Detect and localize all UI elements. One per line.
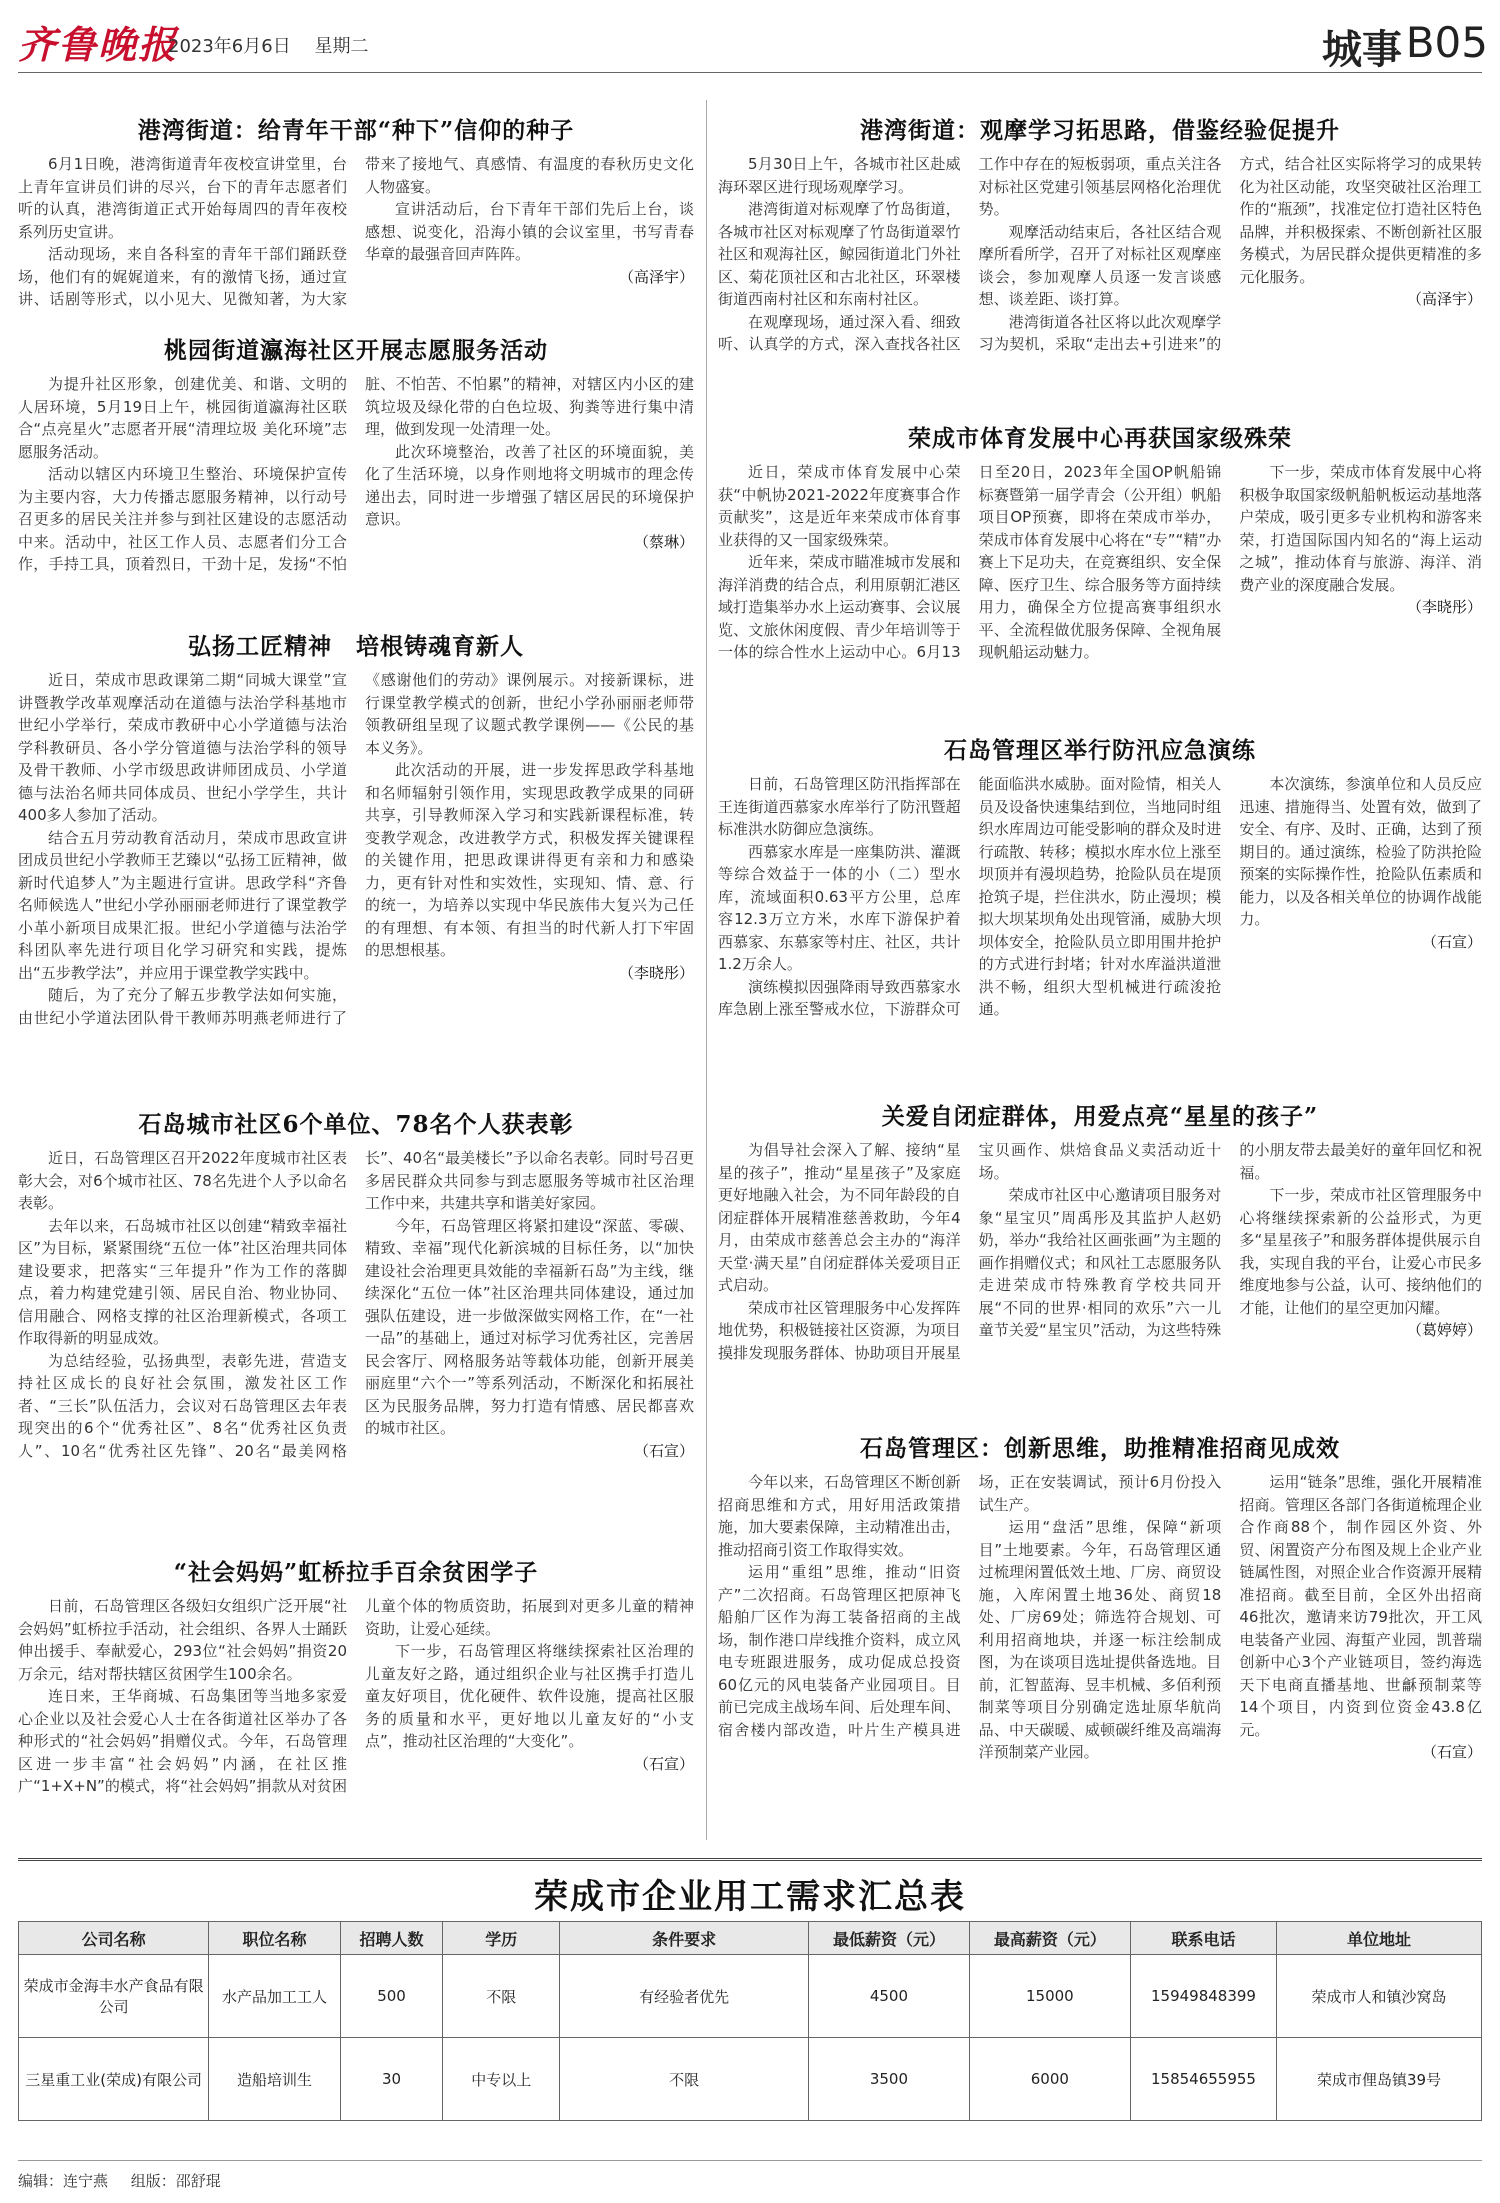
- article-paragraph: 此次活动的开展，进一步发挥思政学科基地和名师辐射引领作用，实现思政教学成果的同研共享，引导教师深入学习和实践新课程标准，转变教学观念，改进教学方式，积极发挥关键课程的关键作用，把思政课讲得更有亲和力和感染力，更有针对性和实效性，实现知、情、意、行的统一，为培养以实现中华民族伟大复兴为己任的有理想、有本领、有担当的时代新人打下牢固的思想根基。: [365, 761, 694, 959]
- article-paragraph: 随后，为了充分了解五步教学法如何实施，由世纪小学道法团队骨干教师苏明燕老师进行了《感谢他们的劳动》课例展示。对接新课标，进行课堂教学模式的创新，世纪小学孙丽丽老师带领教研组呈现了议题式教学课例——《公民的基本义务》。: [18, 671, 694, 1027]
- page-number: B05: [1405, 18, 1488, 67]
- article-paragraph: 荣成市社区中心邀请项目服务对象“星宝贝”周禹彤及其监护人赵奶奶，举办“我给社区画张画”为主题的画作捐赠仪式；和风社工志愿服务队走进荣成市特殊教育学校共同开展“不同的世界·相同的欢乐”六一儿童节关爱“星宝贝”活动，为这些特殊的小朋友带去最美好的童年回忆和祝福。: [978, 1141, 1482, 1339]
- article-paragraph: 为倡导社会深入了解、接纳“星星的孩子”，推动“星星孩子”及家庭更好地融入社会，为不同年龄段的自闭症群体开展精准慈善救助，今年4月，由荣成市慈善总会主办的“海洋天堂·满天星”自闭症群体关爱项目正式启动。: [718, 1141, 961, 1294]
- article-paragraph: 连日来，王华商城、石岛集团等当地多家爱心企业以及社会爱心人士在各街道社区举办了各种形式的“社会妈妈”捐赠仪式。今年，石岛管理区进一步丰富“社会妈妈”内涵，在社区推广“1+X+N”的模式，将“社会妈妈”捐款从对贫困儿童个体的物质资助，拓展到对更多儿童的精神资助，让爱心延续。: [18, 1597, 694, 1795]
- article-body: [18, 1147, 694, 1462]
- article-paragraph: 西慕家水库是一座集防洪、灌溉等综合效益于一体的小（二）型水库，流域面积0.63平方公里，总库容12.3万立方米，水库下游保护着西慕家、东慕家等村庄、社区，共计1.2万余人。: [718, 842, 961, 973]
- article-author: （石宣）: [1421, 932, 1482, 951]
- cell-phone: 15854655955: [1130, 2038, 1276, 2121]
- cell-count: 30: [340, 2038, 442, 2121]
- masthead: [0, 0, 1500, 84]
- cell-address: 荣成市俚岛镇39号: [1277, 2038, 1482, 2121]
- article-paragraph: 荣成市社区管理服务中心发挥阵地优势，积极链接社区资源，为项目摸排发现服务群体、协助项目开展星宝贝画作、烘焙食品义卖活动近十场。: [718, 1141, 1222, 1362]
- article-paragraph: 港湾街道各社区将以此次观摩学习为契机，采取“走出去+引进来”的方式，结合社区实际将学习的成果转化为社区动能，攻坚突破社区治理工作的“瓶颈”，找准定位打造社区特色品牌，并积极探索、不断创新社区服务模式，为居民群众提供更精准的多元化服务。: [978, 155, 1482, 353]
- article-author: （石宣）: [1421, 1743, 1482, 1761]
- article-author: （李晓彤）: [1406, 598, 1482, 616]
- article-author: （葛婷婷）: [1406, 1321, 1482, 1339]
- article-paragraph: 活动以辖区内环境卫生整治、环境保护宣传为主要内容，大力传播志愿服务精神，以行动号召更多的居民关注并参与到社区建设的志愿活动中来。活动中，社区工作人员、志愿者们分工合作，手持工具，顶着烈日，干劲十足，发扬“不怕脏、不怕苦、不怕累”的精神，对辖区内小区的建筑垃圾及绿化带的白色垃圾、狗粪等进行集中清理，做到发现一处清理一处。: [18, 375, 694, 573]
- article-paragraph: 演练模拟因强降雨导致西慕家水库急剧上涨至警戒水位，下游群众可能面临洪水威胁。面对险情，相关人员及设备快速集结到位，当地同时组织水库周边可能受影响的群众及时进行疏散、转移；模拟水库水位上涨至坝顶并有漫坝趋势，抢险队员在堤顶抢筑子堤，拦住洪水，防止漫坝；模拟大坝某坝角处出现管涌，威胁大坝坝体安全，抢险队员立即用围井抢护的方式进行封堵；针对水库溢洪道泄洪不畅，组织大型机械进行疏浚抢通。: [718, 775, 1222, 1018]
- cell-min-salary: 3500: [808, 2038, 969, 2121]
- article-paragraph: 6月1日晚，港湾街道青年夜校宣讲堂里，台上青年宣讲员们讲的尽兴，台下的青年志愿者们听的认真，港湾街道正式开始每周四的青年夜校系列历史宣讲。: [18, 155, 347, 241]
- cell-position: 水产品加工工人: [209, 1955, 341, 2038]
- article-paragraph: 活动现场，来自各科室的青年干部们踊跃登场，他们有的娓娓道来，有的激情飞扬，通过宣讲、话剧等形式，以小见大、见微知著，为大家带来了接地气、真感情、有温度的春秋历史文化人物盛宴。: [18, 155, 694, 308]
- article-paragraph: 今年，石岛管理区将紧扣建设“深蓝、零碳、精致、幸福”现代化新滨城的目标任务，以“加快建设社会治理更具效能的幸福新石岛”为主线，继续深化“五位一体”社区治理共同体建设，通过加强队伍建设，进一步做深做实网格工作，在“一社一品”的基础上，通过对标学习优秀社区，完善居民会客厅、网格服务站等载体功能，创新开展美丽庭里“六个一”等系列活动，不断深化和拓展社区为民服务品牌，努力打造有情感、居民都喜欢的城市社区。: [365, 1216, 694, 1437]
- footer-rule: [18, 2160, 1482, 2161]
- article-author: （高泽宇）: [1406, 290, 1482, 308]
- article-author: （高泽宇）: [618, 267, 694, 286]
- jobs-table-section: [18, 1858, 1482, 2121]
- footer: [18, 2170, 239, 2191]
- cell-max-salary: 6000: [969, 2038, 1130, 2121]
- article-paragraph: 在观摩现场，通过深入看、细致听、认真学的方式，深入查找各社区工作中存在的短板弱项，重点关注各对标社区党建引领基层网格化治理优势。: [718, 155, 1222, 353]
- header-requirements: 条件要求: [560, 1922, 809, 1955]
- article-paragraph: 下一步，荣成市体育发展中心将积极争取国家级帆船帆板运动基地落户荣成，吸引更多专业机构和游客来荣，打造国际国内知名的“海上运动之城”，推动体育与旅游、海洋、消费产业的深度融合发展。: [1239, 463, 1482, 594]
- cell-count: 500: [340, 1955, 442, 2038]
- article-title: 石岛城市社区6个单位、78名个人获表彰: [138, 1111, 574, 1138]
- table-header-row: [19, 1922, 1482, 1955]
- article-body: [718, 1471, 1482, 1764]
- cell-phone: 15949848399: [1130, 1955, 1276, 2038]
- article-body: [18, 153, 694, 311]
- table-row: [19, 2038, 1482, 2121]
- article-paragraph: 近日，荣成市体育发展中心荣获“中帆协2021-2022年度赛事合作贡献奖”，这是近年来荣成市体育事业获得的又一国家级殊荣。: [718, 463, 961, 549]
- article-author: （李晓彤）: [618, 963, 694, 982]
- dateline: [168, 32, 386, 58]
- article-title: 关爱自闭症群体，用爱点亮“星星的孩子”: [881, 1103, 1319, 1130]
- header-max-salary: 最高薪资（元）: [969, 1922, 1130, 1955]
- article-paragraph: 5月30日上午，各城市社区赴威海环翠区进行现场观摩学习。: [718, 155, 961, 196]
- article-a3: [18, 628, 694, 1090]
- article-paragraph: 此次环境整治，改善了社区的环境面貌，美化了生活环境，以身作则地将文明城市的理念传递出去，同时进一步增强了辖区居民的环境保护意识。: [365, 442, 694, 528]
- article-paragraph: 去年以来，石岛城市社区以创建“精致幸福社区”为目标，紧紧围绕“五位一体”社区治理共同体建设要求，把落实“三年提升”作为工作的落脚点，着力构建党建引领、居民自治、物业协同、信用融合、网格支撑的社区治理新模式，各项工作取得新的明显成效。: [18, 1216, 347, 1347]
- article-paragraph: 运用“链条”思维，强化开展精准招商。管理区各部门各街道梳理企业合作商88个，制作园区外资、外贸、闲置资产分布图及规上企业产业链属性图，对照企业合作资源开展精准招商。截至目前，全区外出招商46批次，邀请来访79批次，开工风电装备产业园、海蜇产业园，凯普瑞创新中心3个产业链项目，签约海选天下电商直播基地、世龢预制菜等14个项目，内资到位资金43.8亿元。: [1239, 1473, 1482, 1739]
- cell-company: 荣成市金海丰水产食品有限公司: [19, 1955, 209, 2038]
- cell-requirements: 有经验者优先: [560, 1955, 809, 2038]
- article-author: （石宣）: [633, 1441, 694, 1460]
- issue-date: 2023年6月6日: [168, 36, 291, 57]
- article-a5: [18, 1554, 694, 1844]
- article-body: [718, 773, 1482, 1021]
- article-paragraph: 本次演练，参演单位和人员反应迅速、措施得当、处置有效，做到了安全、有序、及时、正确，达到了预期目的。通过演练，检验了防洪抢险预案的实际操作性，抢险队伍素质和能力，以及各相关单位的协调作战能力。: [1239, 775, 1482, 928]
- article-paragraph: 下一步，荣成市社区管理服务中心将继续探索新的公益形式，为更多“星星孩子”和服务群体提供展示自我，实现自我的平台，让爱心市民多维度地参与公益，认可、接纳他们的才能，让他们的星空更加闪耀。: [1239, 1186, 1482, 1317]
- cell-company: 三星重工业(荣成)有限公司: [19, 2038, 209, 2121]
- article-title: 港湾街道：观摩学习拓思路，借鉴经验促提升: [860, 117, 1340, 144]
- header-phone: 联系电话: [1130, 1922, 1276, 1955]
- article-b3: [718, 732, 1482, 1072]
- cell-position: 造船培训生: [209, 2038, 341, 2121]
- article-title: “社会妈妈”虹桥拉手百余贫困学子: [173, 1559, 539, 1586]
- cell-education: 中专以上: [443, 2038, 560, 2121]
- article-paragraph: 近日，荣成市思政课第二期“同城大课堂”宣讲暨教学改革观摩活动在道德与法治学科基地市世纪小学举行，荣成市教研中心小学道德与法治学科教研员、各小学分管道德与法治学科的领导及骨干教师、小学市级思政讲师团成员、小学道德与法治名师共同体成员、世纪小学学生，共计400多人参加了活动。: [18, 671, 347, 824]
- article-b1: [718, 112, 1482, 410]
- article-b2: [718, 420, 1482, 720]
- article-paragraph: 结合五月劳动教育活动月，荣成市思政宣讲团成员世纪小学教师王艺臻以“弘扬工匠精神，做新时代追梦人”为主题进行宣讲。思政学科“齐鲁名师候选人”世纪小学孙丽丽老师进行了课堂教学小革小新项目成果汇报。世纪小学道德与法治学科团队率先进行项目化学习研究和实践，提炼出“五步教学法”，并应用于课堂教学实践中。: [18, 828, 347, 982]
- article-paragraph: 港湾街道对标观摩了竹岛街道，各城市社区对标观摩了竹岛街道翠竹社区和观海社区，鲸园街道北门外社区、菊花顶社区和古北社区，环翠楼街道西南村社区和东南村社区。: [718, 200, 961, 308]
- article-a2: [18, 332, 694, 612]
- newspaper-logo: 齐鲁晚报: [18, 22, 179, 67]
- header-position: 职位名称: [209, 1922, 341, 1955]
- column-divider: [706, 100, 707, 1840]
- article-body: [18, 373, 694, 576]
- article-paragraph: 日前，石岛管理区防汛指挥部在王连街道西慕家水库举行了防汛暨超标准洪水防御应急演练。: [718, 775, 961, 838]
- article-title: 荣成市体育发展中心再获国家级殊荣: [908, 425, 1292, 452]
- table-row: [19, 1955, 1482, 2038]
- article-paragraph: 宣讲活动后，台下青年干部们先后上台，谈感想、说变化，沿海小镇的会议室里，书写青春华章的最强音回声阵阵。: [365, 200, 694, 263]
- article-author: （石宣）: [633, 1754, 694, 1773]
- footer-editor: 编辑：连宁燕: [18, 2172, 109, 2190]
- article-paragraph: 今年以来，石岛管理区不断创新招商思维和方式，用好用活政策措施，加大要素保障，主动精准出击，推动招商引资工作取得实效。: [718, 1473, 961, 1559]
- cell-max-salary: 15000: [969, 1955, 1130, 2038]
- article-paragraph: 运用“重组”思维，推动“旧资产”二次招商。石岛管理区把原神飞船舶厂区作为海工装备招商的主战场，制作港口岸线推介资料，成立风电专班跟进服务，成功促成总投资60亿元的风电装备产业园项目。目前已完成主战场车间、后处理车间、宿舍楼内部改造，叶片生产模具进场，正在安装调试，预计6月份投入试生产。: [718, 1473, 1222, 1739]
- header-company: 公司名称: [19, 1922, 209, 1955]
- top-rule: [18, 72, 1482, 73]
- cell-requirements: 不限: [560, 2038, 809, 2121]
- article-paragraph: 为提升社区形象，创建优美、和谐、文明的人居环境，5月19日上午，桃园街道瀛海社区联合“点亮星火”志愿者开展“清理垃圾 美化环境”志愿服务活动。: [18, 375, 347, 461]
- article-paragraph: 运用“盘活”思维，保障“新项目”土地要素。今年，石岛管理区通过梳理闲置低效土地、厂房、商贸设施，入库闲置土地36处、商贸18处、厂房69处；筛选符合规划、可利用招商地块，并逐一标注绘制成图，为在谈项目选址提供备选地。目前，汇智蓝海、昱丰机械、多佰利预制菜等项目分别确定选址原华航尚品、中天碳暖、威顿碳纤维及高端海洋预制菜产业园。: [978, 1518, 1222, 1761]
- header-count: 招聘人数: [340, 1922, 442, 1955]
- article-paragraph: 近日，石岛管理区召开2022年度城市社区表彰大会，对6个城市社区、78名先进个人予以命名表彰。: [18, 1149, 347, 1212]
- article-title: 石岛管理区：创新思维，助推精准招商见成效: [860, 1435, 1340, 1462]
- article-paragraph: 近年来，荣成市瞄准城市发展和海洋消费的结合点，利用原朝汇港区域打造集举办水上运动赛事、会议展览、文旅休闲度假、青少年培训等于一体的综合性水上运动中心。6月13日至20日，2023年全国OP帆船锦标赛暨第一届学青会（公开组）帆船项目OP预赛，即将在荣成市举办，荣成市体育发展中心将在“专”“精”办赛上下足功夫，在竞赛组织、安全保障、医疗卫生、综合服务等方面持续用力，确保全方位提高赛事组织水平、全流程做优服务保障、全视角展现帆船运动魅力。: [718, 463, 1222, 661]
- article-b4: [718, 1098, 1482, 1418]
- article-paragraph: 为总结经验，弘扬典型，表彰先进，营造支持社区成长的良好社会氛围，激发社区工作者、“三长”队伍活力，会议对石岛管理区去年表现突出的6个“优秀社区”、8名“优秀社区负责人”、10名“优秀社区先锋”、20名“最美网格长”、40名“最美楼长”予以命名表彰。同时号召更多居民群众共同参与到志愿服务等城市社区治理工作中来，共建共享和谐美好家园。: [18, 1149, 694, 1460]
- article-body: [18, 669, 694, 1029]
- article-b5: [718, 1430, 1482, 1842]
- header-address: 单位地址: [1277, 1922, 1482, 1955]
- article-body: [718, 461, 1482, 664]
- article-body: [718, 1139, 1482, 1364]
- article-paragraph: 观摩活动结束后，各社区结合观摩所看所学，召开了对标社区观摩座谈会，参加观摩人员逐一发言谈感想、谈差距、谈打算。: [978, 222, 1222, 308]
- header-education: 学历: [443, 1922, 560, 1955]
- jobs-table: [18, 1921, 1482, 2121]
- cell-address: 荣成市人和镇沙窝岛: [1277, 1955, 1482, 2038]
- article-title: 石岛管理区举行防汛应急演练: [944, 737, 1256, 764]
- article-title: 桃园街道瀛海社区开展志愿服务活动: [164, 337, 548, 364]
- article-title: 弘扬工匠精神 培根铸魂育新人: [188, 633, 524, 660]
- jobs-table-title: 荣成市企业用工需求汇总表: [18, 1858, 1482, 1921]
- article-author: （蔡琳）: [633, 532, 694, 551]
- article-paragraph: 下一步，石岛管理区将继续探索社区治理的儿童友好之路，通过组织企业与社区携手打造儿童友好项目，优化硬件、软件设施，提高社区服务的质量和水平，更好地以儿童友好的“小支点”，推动社区治理的“大变化”。: [365, 1642, 694, 1750]
- article-title: 港湾街道：给青年干部“种下”信仰的种子: [137, 117, 575, 144]
- issue-weekday: 星期二: [314, 36, 369, 57]
- article-paragraph: 日前，石岛管理区各级妇女组织广泛开展“社会妈妈”虹桥拉手活动，社会组织、各界人士踊跃伸出援手、奉献爱心，293位“社会妈妈”捐资20万余元，结对帮扶辖区贫困学生100余名。: [18, 1597, 347, 1683]
- article-a1: [18, 112, 694, 340]
- header-min-salary: 最低薪资（元）: [808, 1922, 969, 1955]
- article-body: [718, 153, 1482, 356]
- cell-education: 不限: [443, 1955, 560, 2038]
- footer-layout: 组版：邵舒琨: [130, 2172, 221, 2190]
- article-body: [18, 1595, 694, 1798]
- article-a4: [18, 1106, 694, 1540]
- section-title: 城事: [1322, 26, 1402, 73]
- cell-min-salary: 4500: [808, 1955, 969, 2038]
